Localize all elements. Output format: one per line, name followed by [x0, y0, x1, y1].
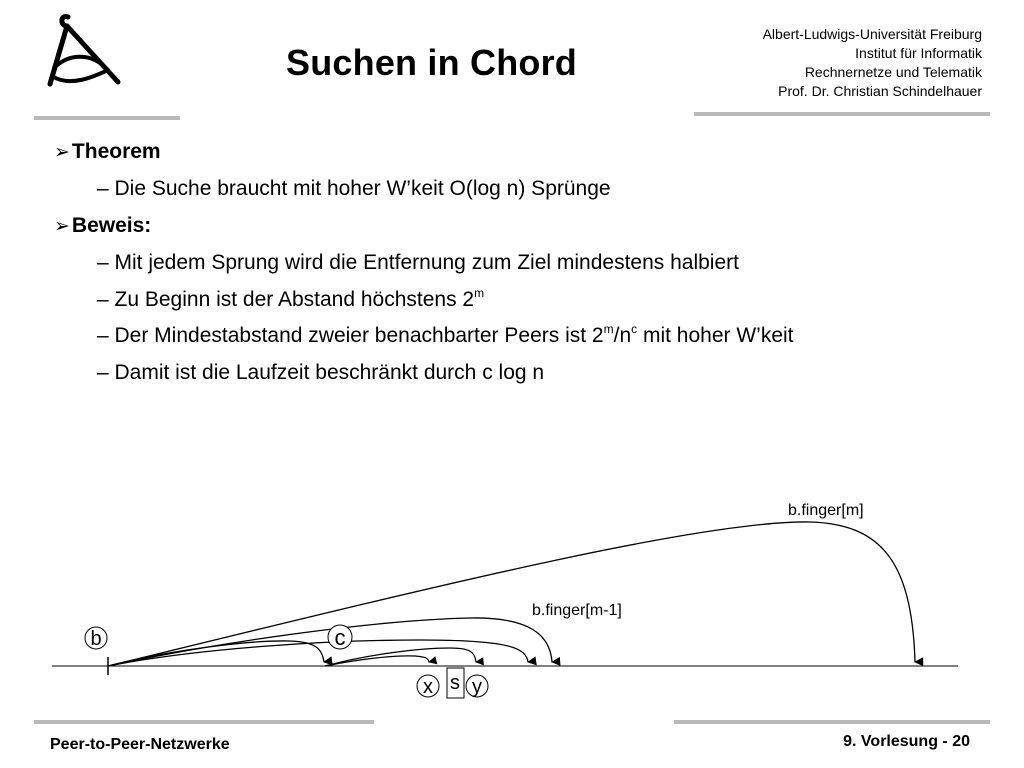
bullet-arrow-icon: ➢: [54, 142, 70, 163]
beweis-line-3-sup1: m: [603, 322, 614, 336]
institution-line: Rechnernetze und Telematik: [804, 64, 982, 80]
beweis-line-1: – Mit jedem Sprung wird die Entfernung zum Ziel mindestens halbiert: [97, 251, 739, 274]
beweis-line-3-c: mit hoher W’keit: [637, 324, 794, 347]
node-x-label: x: [423, 676, 433, 698]
theorem-heading: Theorem: [71, 140, 161, 163]
beweis-line-3-sup2: c: [631, 322, 638, 336]
footer-course-title: Peer-to-Peer-Netzwerke: [50, 736, 230, 753]
node-y-label: y: [472, 676, 482, 698]
slide-title: Suchen in Chord: [286, 42, 577, 83]
beweis-line-4: – Damit ist die Laufzeit beschränkt durch c log n: [97, 361, 545, 384]
beweis-line-2-sup: m: [474, 286, 485, 300]
beweis-line-3-b: /n: [613, 324, 632, 347]
institution-line: Albert-Ludwigs-Universität Freiburg: [762, 26, 982, 42]
footer-rule-left: [34, 720, 374, 724]
institution-line: Prof. Dr. Christian Schindelhauer: [778, 83, 982, 99]
theorem-line: – Die Suche braucht mit hoher W’keit O(log n) Sprünge: [97, 177, 611, 200]
beweis-line-2-text: – Zu Beginn ist der Abstand höchstens 2: [97, 288, 475, 311]
node-c-label: c: [334, 625, 346, 650]
footer-lecture-number: 9. Vorlesung - 20: [843, 733, 970, 750]
node-b-label: b: [90, 628, 102, 650]
arc-c-2: [325, 656, 429, 666]
node-s-label: s: [450, 672, 460, 694]
label-finger-m-1: b.finger[m-1]: [532, 602, 622, 619]
bullet-arrow-icon: ➢: [54, 216, 70, 237]
beweis-line-3-a: – Der Mindestabstand zweier benachbarter Peers ist 2: [97, 324, 604, 347]
label-finger-m: b.finger[m]: [788, 502, 864, 519]
arc-c-1: [325, 648, 476, 666]
institution-line: Institut für Informatik: [855, 45, 982, 61]
footer-rule-right: [674, 720, 990, 724]
beweis-heading: Beweis:: [71, 214, 152, 237]
